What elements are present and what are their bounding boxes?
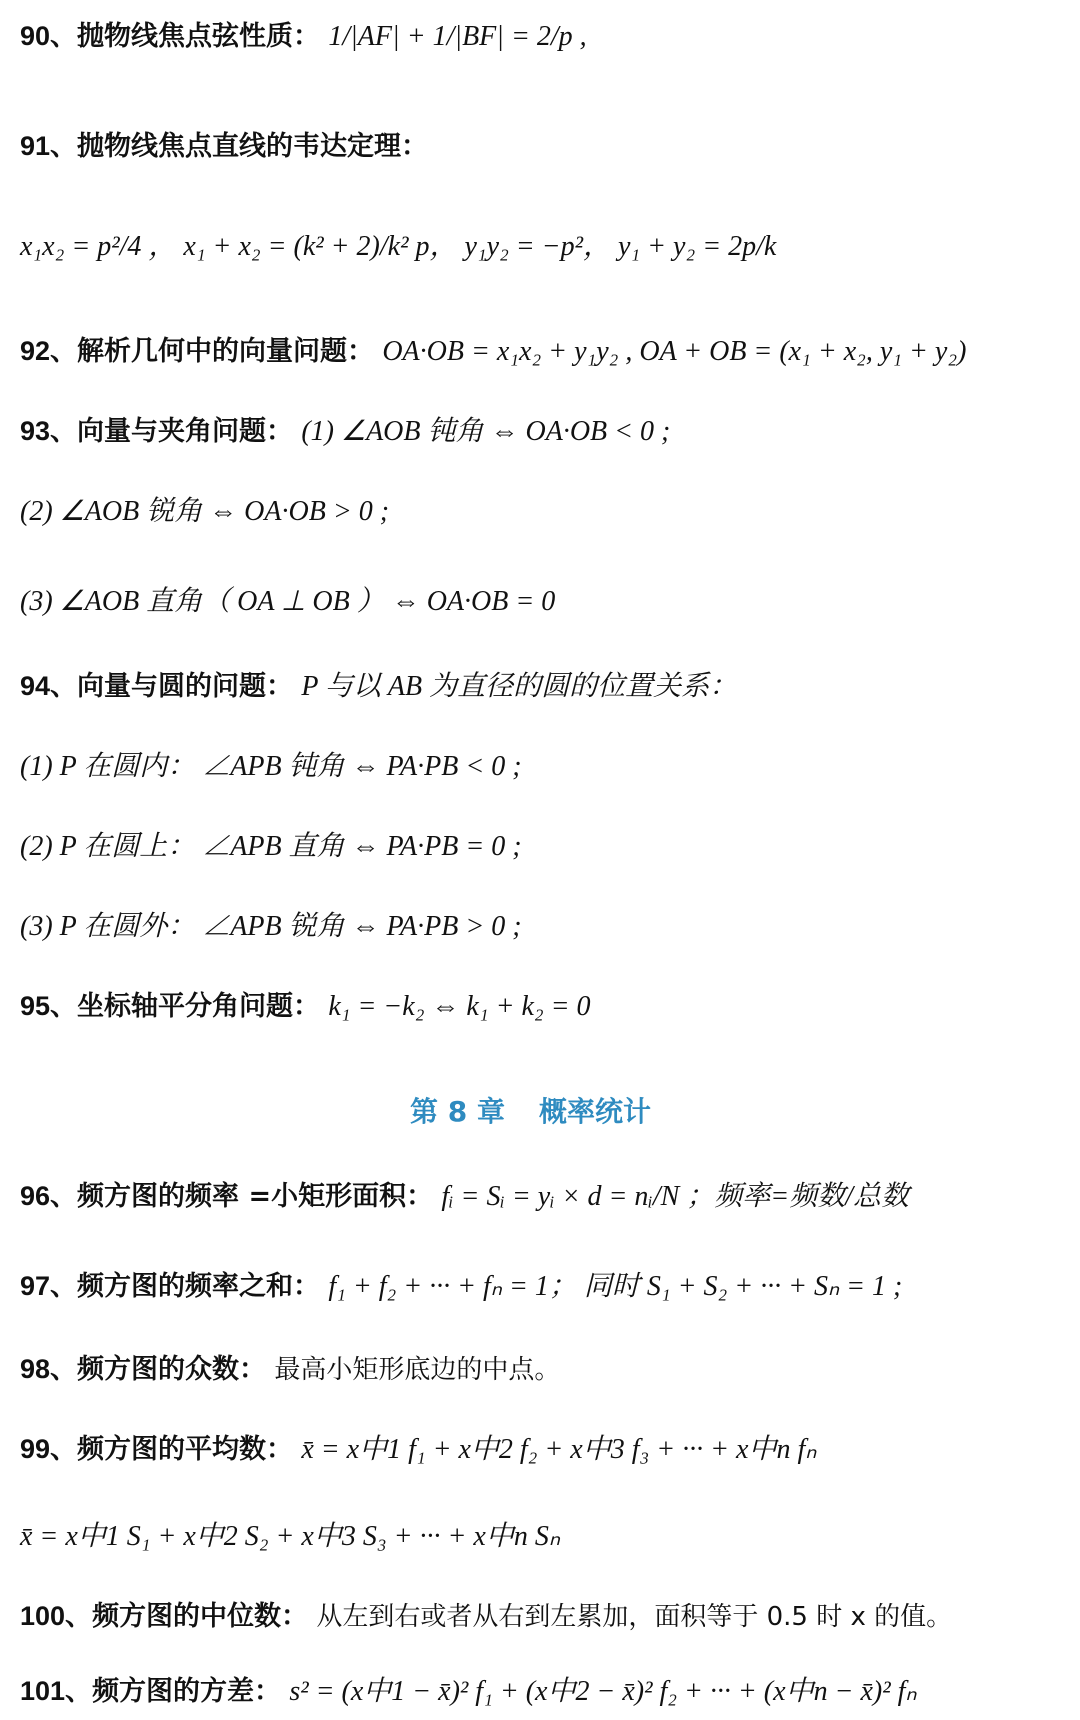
- item-title: 坐标轴平分角问题：: [77, 991, 321, 1022]
- formula: (1) ∠AOB 钝角 ⇔ OA·OB < 0 ;: [301, 416, 671, 447]
- item-94-3: [20, 910, 1060, 944]
- item-95: [20, 990, 1060, 1024]
- chapter-name: 概率统计: [538, 1095, 651, 1128]
- formula: (1) P 在圆内： ∠APB 钝角 ⇔ PA·PB < 0 ;: [20, 751, 522, 782]
- item-number: 94、: [20, 671, 78, 701]
- item-title: 抛物线焦点弦性质：: [77, 21, 321, 52]
- item-title: 向量与圆的问题：: [77, 671, 294, 702]
- item-title: 频方图的中位数：: [92, 1601, 309, 1632]
- item-title: 向量与夹角问题：: [77, 416, 294, 447]
- formula: (2) ∠AOB 锐角 ⇔ OA·OB > 0 ;: [20, 496, 390, 527]
- formula: s² = (x中1 − x̄)² f₁ + (x中2 − x̄)² f₂ + ··· + (x中n − x̄)² fₙ: [289, 1676, 917, 1707]
- formula: f₁ + f₂ + ··· + fₙ = 1； 同时 S₁ + S₂ + ··· + Sₙ = 1 ;: [328, 1271, 903, 1302]
- formula: x̄ = x中1 S₁ + x中2 S₂ + x中3 S₃ + ··· + x中n Sₙ: [20, 1521, 560, 1552]
- item-title: 抛物线焦点直线的韦达定理：: [77, 131, 429, 162]
- item-99-2: [20, 1520, 1060, 1554]
- item-number: 98、: [20, 1354, 78, 1384]
- item-title: 频方图的众数：: [77, 1354, 267, 1385]
- item-number: 91、: [20, 131, 78, 161]
- item-title: 频方图的频率之和：: [77, 1271, 321, 1302]
- chapter-label: 第 8 章: [410, 1095, 505, 1128]
- item-number: 96、: [20, 1181, 78, 1211]
- formula: x̄ = x中1 f₁ + x中2 f₂ + x中3 f₃ + ··· + x中n fₙ: [301, 1434, 817, 1465]
- item-number: 95、: [20, 991, 78, 1021]
- item-title: 解析几何中的向量问题：: [77, 336, 375, 367]
- item-92: [20, 335, 1060, 369]
- formula: x₁x₂ = p²/4 ， x₁ + x₂ = (k² + 2)/k² p， y₁y₂ = −p²， y₁ + y₂ = 2p/k: [20, 231, 777, 262]
- formula: (3) P 在圆外： ∠APB 锐角 ⇔ PA·PB > 0 ;: [20, 911, 522, 942]
- chapter-heading: [410, 1090, 685, 1130]
- formula: OA·OB = x₁x₂ + y₁y₂ , OA + OB = (x₁ + x₂, y₁ + y₂): [382, 336, 967, 367]
- formula: (3) ∠AOB 直角（ OA ⊥ OB ） ⇔ OA·OB = 0: [20, 586, 556, 617]
- formula: k₁ = −k₂ ⇔ k₁ + k₂ = 0: [328, 991, 591, 1022]
- formula: fᵢ = Sᵢ = yᵢ × d = nᵢ/N ；频率=频数/总数: [441, 1181, 909, 1212]
- item-99: [20, 1433, 1060, 1467]
- item-number: 90、: [20, 21, 78, 51]
- item-101: [20, 1675, 1060, 1709]
- item-94-2: [20, 830, 1060, 864]
- formula: 1/|AF| + 1/|BF| = 2/p ,: [328, 21, 587, 52]
- formula: (2) P 在圆上： ∠APB 直角 ⇔ PA·PB = 0 ;: [20, 831, 522, 862]
- item-title: 频方图的平均数：: [77, 1434, 294, 1465]
- formula: P 与以 AB 为直径的圆的位置关系：: [301, 671, 738, 702]
- item-number: 100、: [20, 1601, 93, 1631]
- item-94: [20, 670, 1060, 704]
- item-98: [20, 1353, 1060, 1386]
- item-97: [20, 1270, 1060, 1304]
- item-number: 92、: [20, 336, 78, 366]
- item-number: 99、: [20, 1434, 78, 1464]
- formula-line-91: [20, 230, 1060, 264]
- item-90: [20, 20, 1060, 54]
- item-number: 93、: [20, 416, 78, 446]
- item-93: [20, 415, 1060, 449]
- item-text: 从左到右或者从右到左累加，面积等于 0.5 时 x 的值。: [316, 1602, 953, 1632]
- item-title: 频方图的频率 =小矩形面积：: [77, 1181, 434, 1212]
- item-text: 最高小矩形底边的中点。: [274, 1355, 561, 1385]
- item-number: 101、: [20, 1676, 93, 1706]
- item-93-2: [20, 495, 1060, 529]
- item-100: [20, 1600, 1060, 1633]
- item-number: 97、: [20, 1271, 78, 1301]
- item-94-1: [20, 750, 1060, 784]
- item-title: 频方图的方差：: [92, 1676, 282, 1707]
- item-91: [20, 130, 1060, 164]
- item-96: [20, 1180, 1060, 1214]
- item-93-3: [20, 585, 1060, 619]
